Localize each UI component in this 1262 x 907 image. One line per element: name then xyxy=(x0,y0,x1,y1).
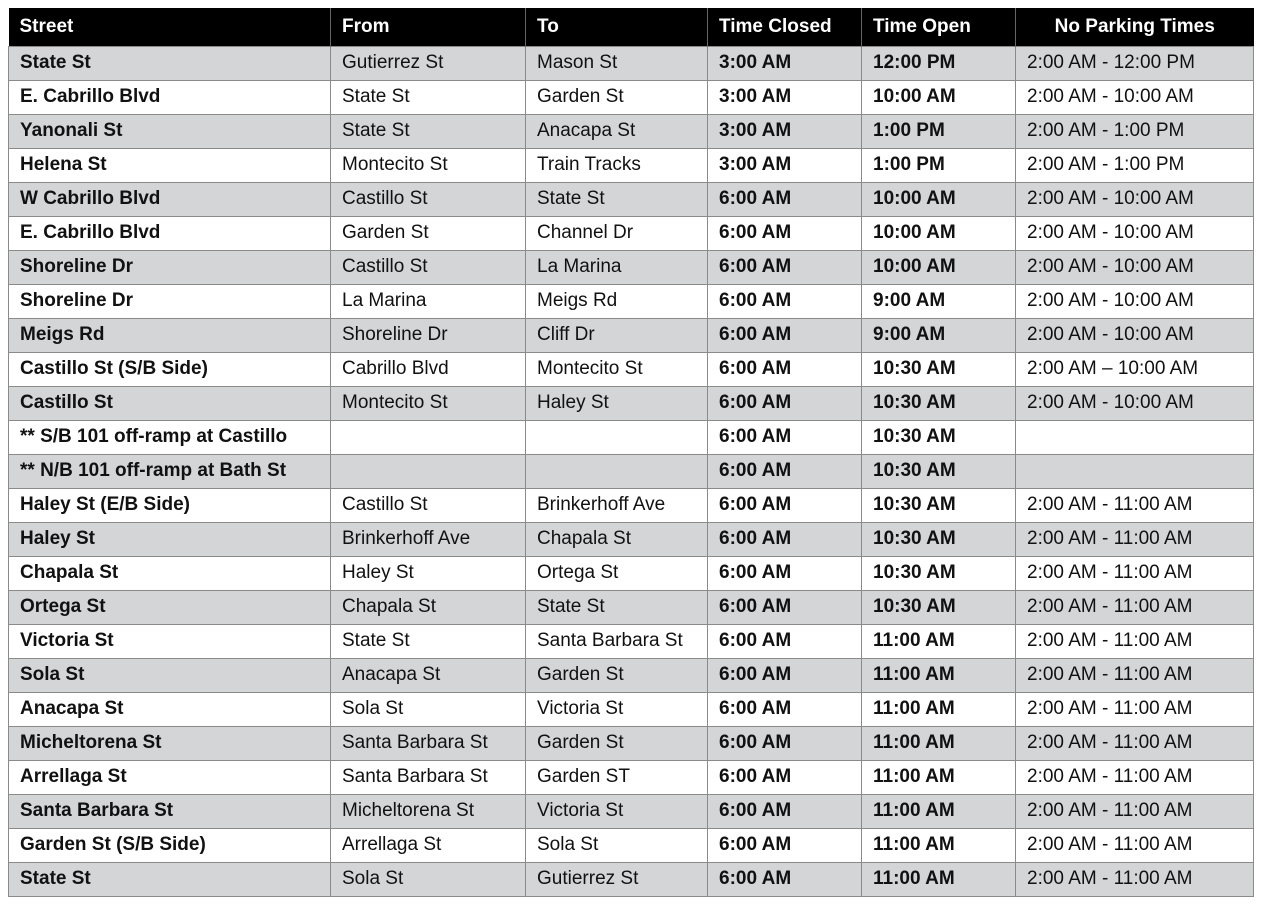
street-cell: Arrellaga St xyxy=(9,760,331,794)
no-parking-cell: 2:00 AM - 11:00 AM xyxy=(1016,488,1254,522)
time-open-cell: 10:00 AM xyxy=(862,80,1016,114)
no-parking-cell: 2:00 AM - 12:00 PM xyxy=(1016,46,1254,80)
no-parking-cell: 2:00 AM - 11:00 AM xyxy=(1016,794,1254,828)
time-open-cell: 9:00 AM xyxy=(862,318,1016,352)
from-cell: State St xyxy=(331,114,526,148)
time-open-cell: 10:30 AM xyxy=(862,556,1016,590)
street-closure-table xyxy=(8,8,1254,897)
time-closed-cell: 6:00 AM xyxy=(708,386,862,420)
no-parking-cell: 2:00 AM - 11:00 AM xyxy=(1016,522,1254,556)
from-cell: Cabrillo Blvd xyxy=(331,352,526,386)
time-closed-cell: 6:00 AM xyxy=(708,216,862,250)
table-row xyxy=(9,454,1254,488)
no-parking-cell: 2:00 AM – 10:00 AM xyxy=(1016,352,1254,386)
from-cell: Haley St xyxy=(331,556,526,590)
from-cell: Sola St xyxy=(331,692,526,726)
time-closed-cell: 6:00 AM xyxy=(708,624,862,658)
time-closed-cell: 6:00 AM xyxy=(708,556,862,590)
table-row xyxy=(9,862,1254,896)
to-cell: Montecito St xyxy=(526,352,708,386)
time-closed-cell: 6:00 AM xyxy=(708,522,862,556)
from-cell: Garden St xyxy=(331,216,526,250)
to-cell xyxy=(526,420,708,454)
time-open-cell: 9:00 AM xyxy=(862,284,1016,318)
street-cell: ** S/B 101 off-ramp at Castillo xyxy=(9,420,331,454)
from-cell: La Marina xyxy=(331,284,526,318)
time-open-cell: 10:30 AM xyxy=(862,352,1016,386)
no-parking-cell: 2:00 AM - 11:00 AM xyxy=(1016,692,1254,726)
table-row xyxy=(9,216,1254,250)
street-cell: State St xyxy=(9,46,331,80)
from-cell: Santa Barbara St xyxy=(331,760,526,794)
no-parking-cell: 2:00 AM - 10:00 AM xyxy=(1016,250,1254,284)
no-parking-cell: 2:00 AM - 10:00 AM xyxy=(1016,80,1254,114)
table-header xyxy=(9,8,1254,46)
street-cell: Anacapa St xyxy=(9,692,331,726)
time-open-cell: 10:30 AM xyxy=(862,590,1016,624)
time-open-cell: 1:00 PM xyxy=(862,114,1016,148)
no-parking-cell: 2:00 AM - 10:00 AM xyxy=(1016,284,1254,318)
time-open-cell: 11:00 AM xyxy=(862,862,1016,896)
street-cell: Haley St xyxy=(9,522,331,556)
time-open-cell: 10:00 AM xyxy=(862,182,1016,216)
street-cell: Ortega St xyxy=(9,590,331,624)
table-row xyxy=(9,284,1254,318)
time-open-cell: 1:00 PM xyxy=(862,148,1016,182)
no-parking-cell: 2:00 AM - 11:00 AM xyxy=(1016,658,1254,692)
to-cell: Garden St xyxy=(526,658,708,692)
time-open-cell: 10:30 AM xyxy=(862,522,1016,556)
from-cell: Montecito St xyxy=(331,148,526,182)
to-cell: Garden St xyxy=(526,726,708,760)
street-cell: Helena St xyxy=(9,148,331,182)
from-cell: Sola St xyxy=(331,862,526,896)
time-closed-cell: 6:00 AM xyxy=(708,760,862,794)
to-cell: Gutierrez St xyxy=(526,862,708,896)
to-cell: Ortega St xyxy=(526,556,708,590)
table-row xyxy=(9,148,1254,182)
street-cell: Castillo St xyxy=(9,386,331,420)
no-parking-cell: 2:00 AM - 10:00 AM xyxy=(1016,386,1254,420)
street-cell: Chapala St xyxy=(9,556,331,590)
table-row xyxy=(9,726,1254,760)
street-cell: ** N/B 101 off-ramp at Bath St xyxy=(9,454,331,488)
table-row xyxy=(9,760,1254,794)
table-row xyxy=(9,386,1254,420)
to-cell: La Marina xyxy=(526,250,708,284)
street-cell: Yanonali St xyxy=(9,114,331,148)
header-time-closed: Time Closed xyxy=(708,8,862,46)
from-cell: Santa Barbara St xyxy=(331,726,526,760)
time-closed-cell: 3:00 AM xyxy=(708,46,862,80)
table-row xyxy=(9,556,1254,590)
to-cell: State St xyxy=(526,182,708,216)
street-cell: Shoreline Dr xyxy=(9,284,331,318)
time-closed-cell: 6:00 AM xyxy=(708,182,862,216)
table-row xyxy=(9,590,1254,624)
to-cell: Train Tracks xyxy=(526,148,708,182)
time-open-cell: 10:30 AM xyxy=(862,386,1016,420)
table-row xyxy=(9,828,1254,862)
from-cell: Castillo St xyxy=(331,250,526,284)
table-row xyxy=(9,318,1254,352)
to-cell: Santa Barbara St xyxy=(526,624,708,658)
street-cell: Santa Barbara St xyxy=(9,794,331,828)
header-row xyxy=(9,8,1254,46)
from-cell xyxy=(331,420,526,454)
from-cell: Montecito St xyxy=(331,386,526,420)
table-row xyxy=(9,658,1254,692)
street-closure-table-container xyxy=(8,8,1253,897)
street-cell: Sola St xyxy=(9,658,331,692)
table-row xyxy=(9,522,1254,556)
from-cell: Anacapa St xyxy=(331,658,526,692)
from-cell: Castillo St xyxy=(331,182,526,216)
time-closed-cell: 6:00 AM xyxy=(708,658,862,692)
street-cell: State St xyxy=(9,862,331,896)
table-row xyxy=(9,794,1254,828)
street-cell: Micheltorena St xyxy=(9,726,331,760)
to-cell: State St xyxy=(526,590,708,624)
to-cell: Victoria St xyxy=(526,692,708,726)
time-closed-cell: 6:00 AM xyxy=(708,352,862,386)
no-parking-cell: 2:00 AM - 11:00 AM xyxy=(1016,726,1254,760)
street-cell: Meigs Rd xyxy=(9,318,331,352)
from-cell xyxy=(331,454,526,488)
no-parking-cell: 2:00 AM - 1:00 PM xyxy=(1016,114,1254,148)
table-row xyxy=(9,624,1254,658)
time-open-cell: 10:00 AM xyxy=(862,216,1016,250)
time-closed-cell: 3:00 AM xyxy=(708,114,862,148)
to-cell: Meigs Rd xyxy=(526,284,708,318)
no-parking-cell: 2:00 AM - 11:00 AM xyxy=(1016,828,1254,862)
street-cell: E. Cabrillo Blvd xyxy=(9,216,331,250)
time-open-cell: 12:00 PM xyxy=(862,46,1016,80)
time-closed-cell: 6:00 AM xyxy=(708,420,862,454)
table-body xyxy=(9,46,1254,896)
street-cell: Shoreline Dr xyxy=(9,250,331,284)
time-closed-cell: 6:00 AM xyxy=(708,726,862,760)
table-row xyxy=(9,46,1254,80)
header-from: From xyxy=(331,8,526,46)
to-cell: Mason St xyxy=(526,46,708,80)
from-cell: State St xyxy=(331,80,526,114)
to-cell: Sola St xyxy=(526,828,708,862)
no-parking-cell: 2:00 AM - 11:00 AM xyxy=(1016,590,1254,624)
header-to: To xyxy=(526,8,708,46)
table-row xyxy=(9,488,1254,522)
time-closed-cell: 6:00 AM xyxy=(708,488,862,522)
no-parking-cell: 2:00 AM - 11:00 AM xyxy=(1016,862,1254,896)
time-closed-cell: 6:00 AM xyxy=(708,318,862,352)
header-no-parking-times: No Parking Times xyxy=(1054,15,1215,37)
from-cell: Brinkerhoff Ave xyxy=(331,522,526,556)
to-cell: Garden ST xyxy=(526,760,708,794)
to-cell xyxy=(526,454,708,488)
time-open-cell: 10:30 AM xyxy=(862,454,1016,488)
no-parking-cell: 2:00 AM - 10:00 AM xyxy=(1016,216,1254,250)
table-row xyxy=(9,250,1254,284)
time-closed-cell: 6:00 AM xyxy=(708,692,862,726)
to-cell: Garden St xyxy=(526,80,708,114)
from-cell: Arrellaga St xyxy=(331,828,526,862)
to-cell: Haley St xyxy=(526,386,708,420)
time-open-cell: 11:00 AM xyxy=(862,828,1016,862)
time-closed-cell: 3:00 AM xyxy=(708,148,862,182)
no-parking-cell xyxy=(1016,420,1254,454)
table-row xyxy=(9,352,1254,386)
to-cell: Brinkerhoff Ave xyxy=(526,488,708,522)
from-cell: State St xyxy=(331,624,526,658)
time-closed-cell: 6:00 AM xyxy=(708,794,862,828)
street-cell: Victoria St xyxy=(9,624,331,658)
time-closed-cell: 6:00 AM xyxy=(708,828,862,862)
table-row xyxy=(9,692,1254,726)
street-cell: Garden St (S/B Side) xyxy=(9,828,331,862)
table-row xyxy=(9,80,1254,114)
no-parking-cell: 2:00 AM - 1:00 PM xyxy=(1016,148,1254,182)
table-row xyxy=(9,420,1254,454)
no-parking-cell: 2:00 AM - 11:00 AM xyxy=(1016,760,1254,794)
street-cell: E. Cabrillo Blvd xyxy=(9,80,331,114)
table-row xyxy=(9,182,1254,216)
header-street: Street xyxy=(9,8,331,46)
street-cell: Haley St (E/B Side) xyxy=(9,488,331,522)
time-closed-cell: 6:00 AM xyxy=(708,862,862,896)
no-parking-cell: 2:00 AM - 11:00 AM xyxy=(1016,556,1254,590)
to-cell: Channel Dr xyxy=(526,216,708,250)
time-open-cell: 11:00 AM xyxy=(862,692,1016,726)
from-cell: Shoreline Dr xyxy=(331,318,526,352)
to-cell: Chapala St xyxy=(526,522,708,556)
from-cell: Micheltorena St xyxy=(331,794,526,828)
to-cell: Victoria St xyxy=(526,794,708,828)
from-cell: Gutierrez St xyxy=(331,46,526,80)
time-open-cell: 11:00 AM xyxy=(862,726,1016,760)
no-parking-cell: 2:00 AM - 10:00 AM xyxy=(1016,182,1254,216)
time-open-cell: 11:00 AM xyxy=(862,794,1016,828)
from-cell: Chapala St xyxy=(331,590,526,624)
time-closed-cell: 6:00 AM xyxy=(708,250,862,284)
time-open-cell: 10:00 AM xyxy=(862,250,1016,284)
time-open-cell: 11:00 AM xyxy=(862,624,1016,658)
time-closed-cell: 3:00 AM xyxy=(708,80,862,114)
from-cell: Castillo St xyxy=(331,488,526,522)
time-open-cell: 10:30 AM xyxy=(862,488,1016,522)
no-parking-cell: 2:00 AM - 11:00 AM xyxy=(1016,624,1254,658)
time-closed-cell: 6:00 AM xyxy=(708,284,862,318)
time-open-cell: 11:00 AM xyxy=(862,760,1016,794)
header-time-open: Time Open xyxy=(862,8,1016,46)
time-open-cell: 11:00 AM xyxy=(862,658,1016,692)
street-cell: W Cabrillo Blvd xyxy=(9,182,331,216)
to-cell: Cliff Dr xyxy=(526,318,708,352)
time-open-cell: 10:30 AM xyxy=(862,420,1016,454)
no-parking-cell: 2:00 AM - 10:00 AM xyxy=(1016,318,1254,352)
no-parking-cell xyxy=(1016,454,1254,488)
table-row xyxy=(9,114,1254,148)
to-cell: Anacapa St xyxy=(526,114,708,148)
street-cell: Castillo St (S/B Side) xyxy=(9,352,331,386)
time-closed-cell: 6:00 AM xyxy=(708,454,862,488)
time-closed-cell: 6:00 AM xyxy=(708,590,862,624)
